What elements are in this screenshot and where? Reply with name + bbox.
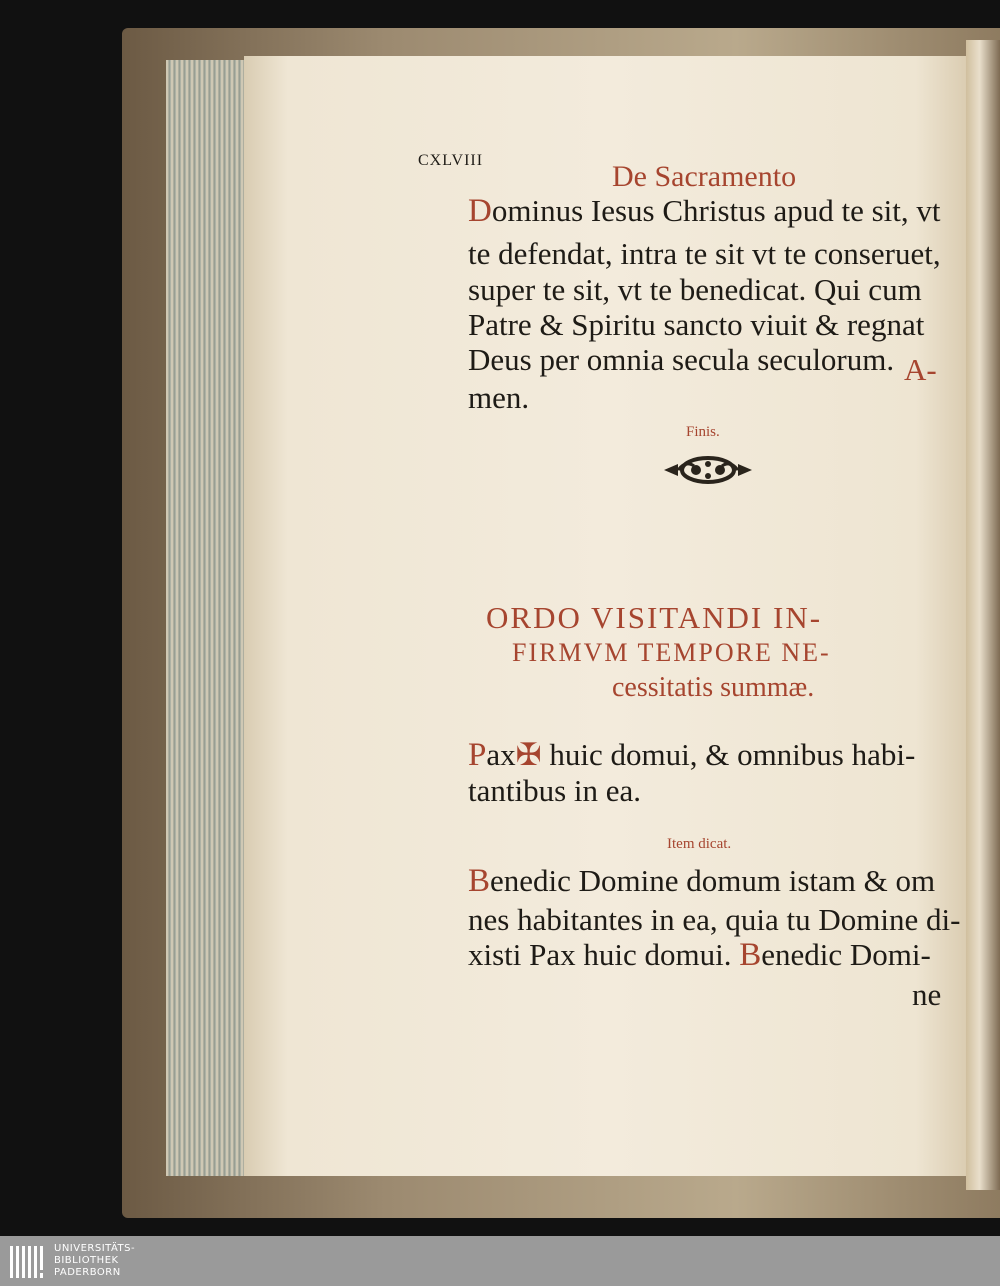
text-line: nes habitantes in ea, quia tu Domine di-: [468, 902, 961, 937]
dropcap: D: [468, 193, 492, 229]
text-line: Deus per omnia secula seculorum.: [468, 342, 895, 377]
dropcap: B: [739, 937, 762, 973]
dropcap: P: [468, 737, 487, 773]
dropcap: B: [468, 863, 491, 899]
text-line: men.: [468, 380, 530, 415]
text-line: super te sit, vt te benedicat. Qui cum: [468, 272, 922, 307]
institution-name: UNIVERSITÄTS- BIBLIOTHEK PADERBORN: [54, 1243, 136, 1278]
text-line: Benedic Domine domum istam & om: [468, 863, 936, 899]
fleuron-ornament: [660, 452, 756, 488]
text-line: Dominus Iesus Christus apud te sit, vt: [468, 193, 941, 229]
section-heading-line: ORDO VISITANDI IN-: [486, 600, 823, 635]
running-head: De Sacramento: [612, 160, 797, 193]
text-line: te defendat, intra te sit vt te conseruet,: [468, 236, 941, 271]
university-library-logo-icon: [8, 1242, 48, 1282]
text-line: Pax✠ huic domui, & omnibus habi-: [468, 737, 916, 773]
library-footer: [0, 1236, 1000, 1286]
book-gutter: [966, 40, 1000, 1190]
section-heading-line: FIRMVM TEMPORE NE-: [512, 638, 831, 667]
text-line: Patre & Spiritu sancto viuit & regnat: [468, 307, 925, 342]
finis-label: Finis.: [686, 424, 720, 440]
item-dicat-label: Item dicat.: [667, 836, 732, 852]
text-line: tantibus in ea.: [468, 773, 642, 808]
cross-icon: ✠: [515, 737, 542, 772]
section-heading-line: cessitatis summæ.: [612, 672, 815, 703]
amen-red: A-: [904, 352, 937, 387]
folio-number: CXLVIII: [418, 152, 484, 169]
text-line: xisti Pax huic domui. Benedic Domi-: [468, 937, 931, 973]
catchword: ne: [912, 977, 942, 1012]
